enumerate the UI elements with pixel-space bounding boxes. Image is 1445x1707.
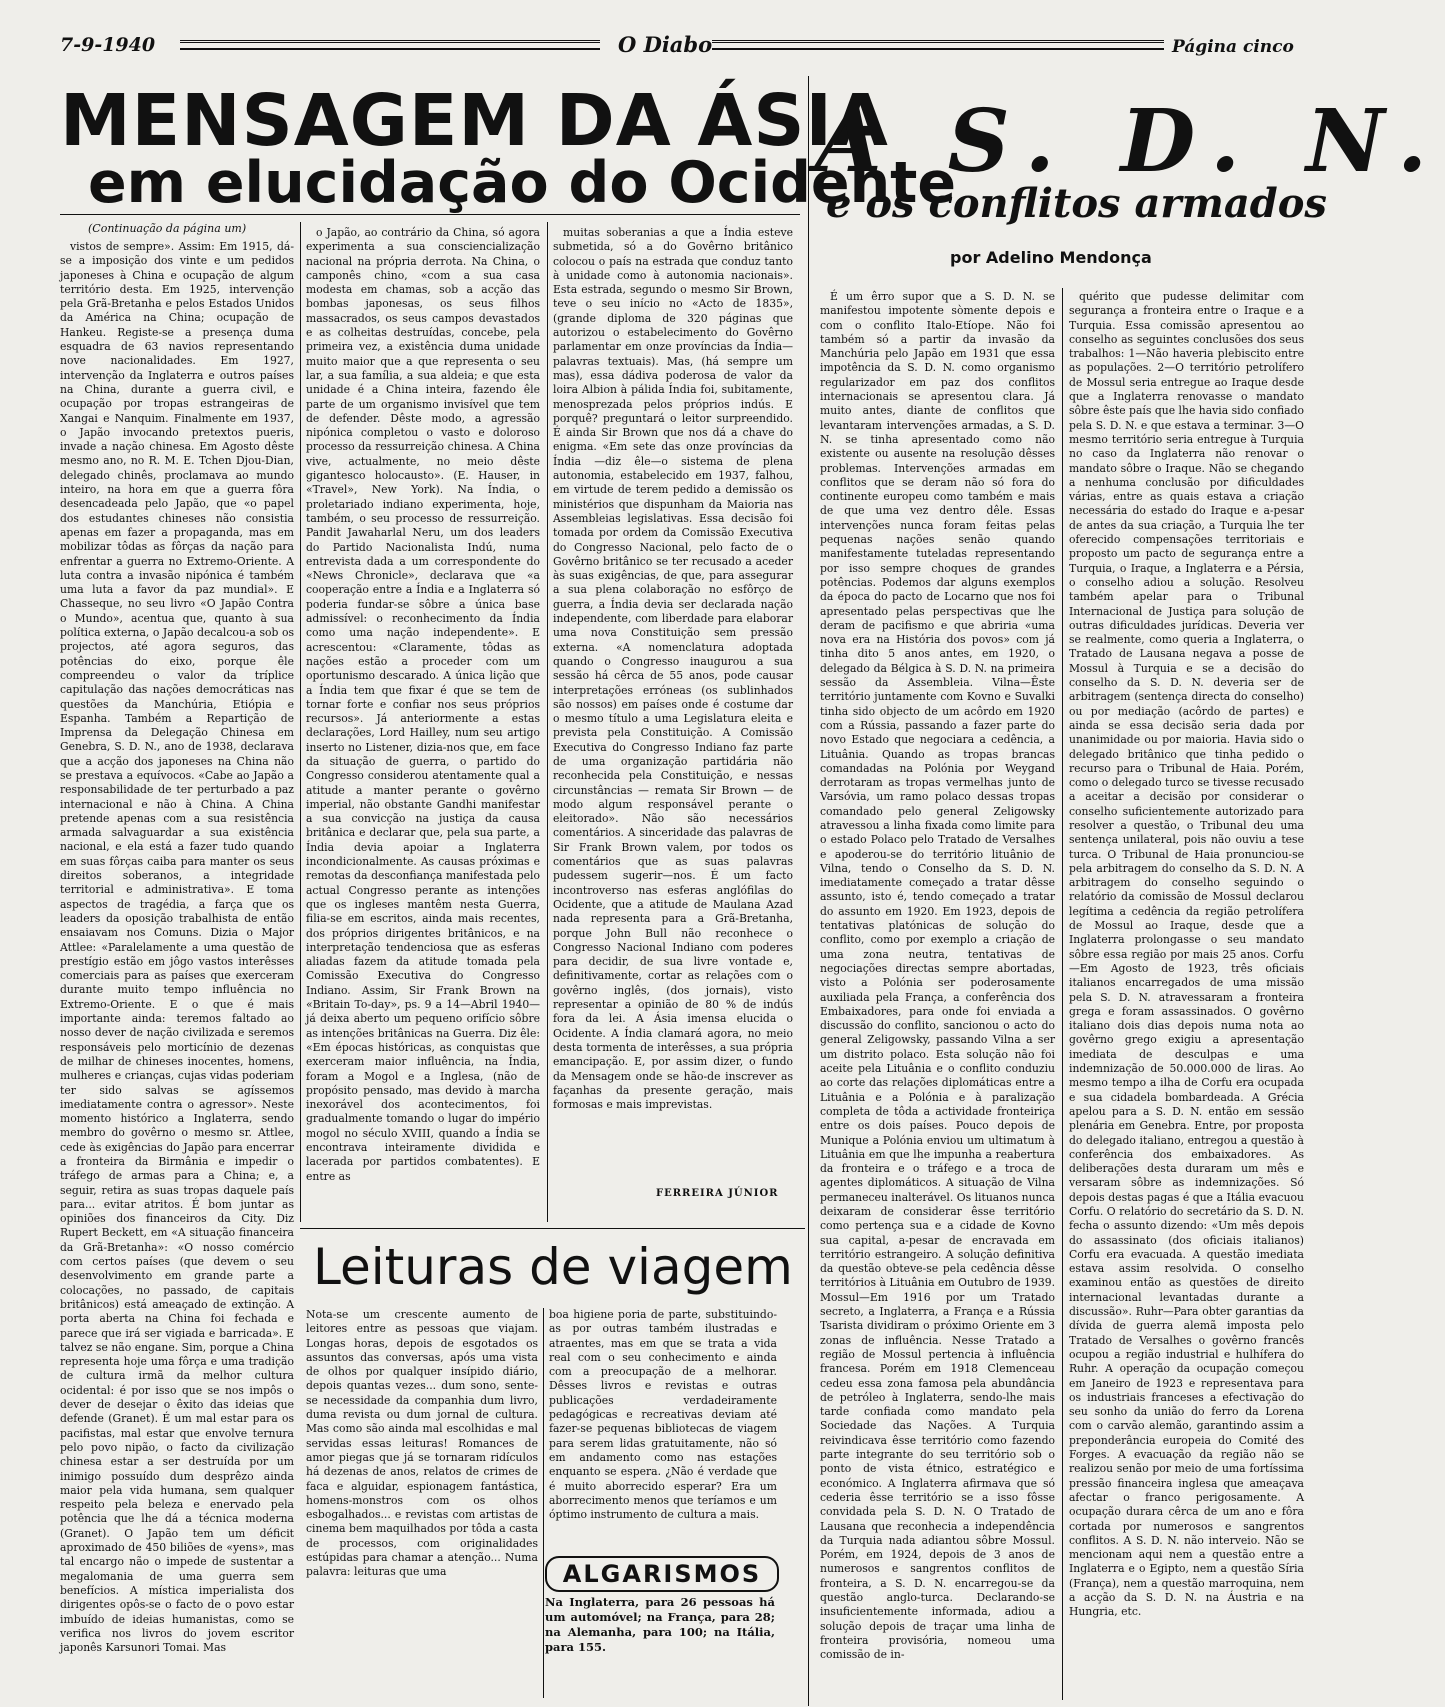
col-divider-1: [300, 222, 301, 1222]
continuation-note: (Continuação da página um): [88, 222, 247, 235]
article-col-2: [306, 226, 540, 1221]
leituras-col-2-text: boa higiene poria de parte, substituindo-as por outras também ilustradas e atraentes, mas em que se trata a vida real com o seu conhecimento e ainda com a preocupação de a melhorar. Dêsses livros e revistas e outras publicações verdadeiramente pedagógicas e recreativas deviam até fazer-se pequenas bibliotecas de viagem para serem lidas gratuitamente, não só em andamento como nas estações enquanto se espera. ¿Não é verdade que é muito aborrecido esperar? Era um aborrecimento menos que teríamos e um óptimo instrumento de cultura a mais.: [549, 1308, 777, 1522]
header-rule-right: [712, 40, 1164, 43]
leituras-rule: [300, 1228, 805, 1229]
algarismos-title: ALGARISMOS: [545, 1556, 779, 1592]
col-divider-2: [547, 222, 548, 1222]
leituras-col-1-text: Nota-se um crescente aumento de leitores entre as pessoas que viajam. Longas horas, depois de esgotados os assuntos das conversas, após uma vista de olhos por qualquer insípido diário, depois quantas vezes... dum sono, sente-se necessidade da companhia dum livro, duma revista ou dum jornal de cultura. Mas como são ainda mal escolhidas e mal servidas essas leituras! Romances de amor piegas que já se tornaram ridículos há dezenas de anos, relatos de crimes de faca e alguidar, espionagem fantástica, homens-monstros com os olhos esbogalhados... e revistas com artistas de cinema bem maquilhados por tôda a casta de processos, com originalidades estúpidas para chamar a atenção... Numa palavra: leituras que uma: [306, 1308, 538, 1579]
asdn-col-1-text: É um êrro supor que a S. D. N. se manifestou impotente sòmente depois e com o conflito Italo-Etíope. Não foi também só a partir da invasão da Manchúria pelo Japão em 1931 que essa impotência da S. D. N. como organismo regularizador em paz dos conflitos internacionais se apresentou clara. Já muito antes, diante de conflitos que levantaram intervenções armadas, a S. D. N. se tinha apresentado como não existente ou ausente na resolução dêsses problemas. Intervenções armadas em conflitos que se deram não só fora do continente europeu como também e mais de que uma vez dentro dêle. Essas intervenções nunca foram feitas pelas pequenas nações senão quando manifestamente tuteladas representando por isso sempre choques de grandes potências. Podemos dar alguns exemplos da época do pacto de Locarno que nos foi apresentado pelas perspectivas que lhe deram de pacifismo e que abriria «uma nova era na História dos povos» com já tinha dito 5 anos antes, em 1920, o delegado da Bélgica à S. D. N. na primeira sessão da Assembleia. Vilna—Êste território juntamente com Kovno e Suvalki tinha sido objecto de um acôrdo em 1920 com a Rússia, passando a fazer parte do novo Estado que negociara a cedência, a Lituânia. Quando as tropas brancas comandadas na Polónia por Weygand derrotaram as tropas vermelhas junto de Varsóvia, um ramo polaco dessas tropas comandado pelo general Zeligowsky atravessou a linha fixada como limite para o estado Polaco pelo Tratado de Versalhes e apoderou-se do território lituânio de Vilna, tendo o Conselho da S. D. N. imediatamente começado a tratar dêsse assunto, isto é, tendo começado a tratar do assunto em 1920. Em 1923, depois de tentativas platónicas de solução do conflito, como por exemplo a criação de uma zona neutra, tentativas de negociações directas sempre abortadas, visto a Polónia ser poderosamente auxiliada pela França, a conferência dos Embaixadores, para onde foi enviada a discussão do conflito, sancionou o acto do general Zeligowsky, passando Vilna a ser um distrito polaco. Esta solução não foi aceite pela Lituânia e o conflito conduziu ao corte das relações diplomáticas entre a Lituânia e a Polónia e à paralização completa de tôda a actividade fronteiriça entre os dois países. Pouco depois de Munique a Polónia enviou um ultimatum à Lituânia em que lhe impunha a reabertura da fronteira e o tráfego e a troca de agentes diplomáticos. A situação de Vilna permaneceu inalterável. Os lituanos nunca deixaram de considerar êsse território como pertença sua e a cidade de Kovno sua capital, a-pesar de encravada em território estrangeiro. A solução definitiva da questão obteve-se pela cedência dêsse territórios à Lituânia em Outubro de 1939. Mossul—Em 1916 por um Tratado secreto, a Inglaterra, a França e a Rússia Tsarista dividiram o próximo Oriente em 3 zonas de influência. Nesse Tratado a região de Mossul pertencia à influência francesa. Porém em 1918 Clemenceau cedeu essa zona famosa pela abundância de petróleo à Inglaterra, sendo-lhe mais tarde confiada como mandato pela Sociedade das Nações. A Turquia reivindicava êsse território como fazendo parte integrante do seu território sob o ponto de vista étnico, estratégico e económico. A Inglaterra afirmava que só cederia êsse território se a isso fôsse convidada pela S. D. N. O Tratado de Lausana que reconhecia a independência da Turquia nada adiantou sôbre Mossul. Porém, em 1924, depois de 3 anos de numerosos e sangrentos conflitos de fronteira, a S. D. N. encarregou-se da questão anglo-turca. Declarando-se insuficientemente informada, adiou a solução depois de traçar uma linha de fronteira provisória, nomeou uma comissão de in-: [820, 290, 1055, 1662]
header-rule-left-2: [180, 48, 600, 50]
masthead: O Diabo: [618, 32, 713, 57]
page-number: Página cinco: [1172, 37, 1294, 57]
header-rule-right-2: [712, 48, 1164, 50]
headline-rule: [60, 214, 800, 215]
asdn-col-2: [1069, 290, 1304, 1700]
algarismos-text: Na Inglaterra, para 26 pessoas há um automóvel; na França, para 28; na Alemanha, para 100; na Itália, para 155.: [545, 1595, 775, 1654]
asdn-col-2-text: quérito que pudesse delimitar com segurança a fronteira entre o Iraque e a Turquia. Essa comissão apresentou ao conselho as seguintes conclusões dos seus trabalhos: 1—Não haveria plebiscito entre as populações. 2—O território petrolífero de Mossul seria entregue ao Iraque desde que a Inglaterra renovasse o mandato sôbre êste país que lhe havia sido confiado pela S. D. N. e que estava a terminar. 3—O mesmo território seria entregue à Turquia no caso da Inglaterra não renovar o mandato sôbre o Iraque. Não se chegando a nenhuma conclusão por dificuldades várias, entre as quais estava a criação necessária do estado do Iraque e a-pesar de antes da sua criação, a Turquia lhe ter oferecido compensações territoriais e proposto um pacto de segurança entre a Turquia, o Iraque, a Inglaterra e a Pérsia, o conselho adiou a solução. Resolveu também apelar para o Tribunal Internacional de Justiça para solução de outras dificuldades jurídicas. Deveria ver se realmente, como queria a Inglaterra, o Tratado de Lausana negava a posse de Mossul à Turquia e se a decisão do conselho da S. D. N. deveria ser de arbitragem (sentença directa do conselho) ou por mediação (acôrdo de partes) e ainda se essa decisão seria dada por unanimidade ou por maioria. Havia sido o delegado britânico que tinha pedido o recurso para o Tribunal de Haia. Porém, como o delegado turco se tivesse recusado a aceitar a decisão por considerar o conselho suficientemente autorizado para resolver a questão, o Tribunal deu uma sentença unilateral, pois não ouviu a tese turca. O Tribunal de Haia pronunciou-se pela arbitragem do conselho da S. D. N. A arbitragem do conselho seguindo o relatório da comissão de Mossul declarou legítima a cedência da região petrolífera de Mossul ao Iraque, desde que a Inglaterra prolongasse o seu mandato sôbre essa região por mais 25 anos. Corfu—Em Agosto de 1923, três oficiais italianos encarregados de uma missão pela S. D. N. atravessaram a fronteira grega e foram assassinados. O govêrno italiano dois dias depois numa nota ao govêrno grego exigiu a apresentação imediata de desculpas e uma indemnização de 50.000.000 de liras. Ao mesmo tempo a ilha de Corfu era ocupada e sua cidadela bombardeada. A Grécia apelou para a S. D. N. então em sessão plenária em Genebra. Entre, por proposta do delegado italiano, entregou a questão à conferência dos embaixadores. As deliberações desta duraram um mês e versaram sôbre as indemnizações. Só depois destas pagas é que a Itália evacuou Corfu. O relatório do secretário da S. D. N. fecha o assunto dizendo: «Um mês depois do assassinato (dos oficiais italianos) Corfu era evacuada. A questão imediata estava assim resolvida. O conselho examinou então as questões de direito internacional levantadas durante a discussão». Ruhr—Para obter garantias da dívida de guerra alemã imposta pelo Tratado de Versalhes o govêrno francês ocupou a região industrial e hulhífera do Ruhr. A operação da ocupação começou em Janeiro de 1923 e representava para os industriais franceses a efectivação do seu sonho da união do ferro da Lorena com o carvão alemão, garantindo assim a preponderância europeia do Comité des Forges. A evacuação da região não se realizou senão por meio de uma fortíssima pressão financeira inglesa que ameaçava afectar o franco perigosamente. A ocupação durara cêrca de um ano e fôra cortada por numerosos e sangrentos conflitos. A S. D. N. não interveio. Não se mencionam aqui nem a questão entre a Inglaterra e o Egipto, nem a questão Síria (França), nem a questão marroquina, nem a acção da S. D. N. na Áustria e na Hungria, etc.: [1069, 290, 1304, 1619]
headline-conflitos: e os conflitos armados: [826, 180, 1327, 227]
leituras-divider: [543, 1308, 544, 1698]
article-col-2-text: o Japão, ao contrário da China, só agora experimenta a sua consciencialização nacional na própria derrota. Na China, o camponês chino, «com a sua casa modesta em chamas, sob a acção das bombas japonesas, os seus filhos massacrados, os seus campos devastados e as colheitas destruídas, concebe, pela primeira vez, a existência duma unidade muito maior que a que representa o seu lar, a sua família, a sua aldeia; e que esta unidade é a China inteira, fazendo êle parte de um organismo invisível que tem de defender. Dêste modo, a agressão nipónica completou o vasto e doloroso processo da ressurreição chinesa. A China vive, actualmente, no meio dêste gigantesco holocausto». (E. Hauser, in «Travel», New York). Na Índia, o proletariado indiano experimenta, hoje, também, o seu processo de ressurreição. Pandit Jawaharlal Neru, um dos leaders do Partido Nacionalista Indú, numa entrevista dada a um correspondente do «News Chronicle», declarava que «a cooperação entre a Índia e a Inglaterra só poderia fundar-se sôbre a única base admissível: o reconhecimento da Índia como uma nação independente». E acrescentou: «Claramente, tôdas as nações estão a proceder com um oportunismo descarado. A única lição que a Índia tem que fixar é que se tem de tornar forte e confiar nos seus próprios recursos». Já anteriormente a estas declarações, Lord Hailley, num seu artigo inserto no Listener, dizia-nos que, em face da situação de guerra, o partido do Congresso considerou atentamente qual a atitude a manter perante o govêrno imperial, não obstante Gandhi manifestar a sua convicção na justiça da causa britânica e declarar que, pela sua parte, a Índia devia apoiar a Inglaterra incondicionalmente. As causas próximas e remotas da desconfiança manifestada pelo actual Congresso perante as intenções que os ingleses mantêm nesta Guerra, filia-se em escritos, ainda mais recentes, dos próprios dirigentes britânicos, e na interpretação tendenciosa que as esferas aliadas fazem da atitude tomada pela Comissão Executiva do Congresso Indiano. Assim, Sir Frank Brown na «Britain To-day», ps. 9 a 14—Abril 1940—já deixa aberto um pequeno orifício sôbre as intenções britânicas na Guerra. Diz êle: «Em épocas históricas, as conquistas que exerceram maior influência, na Índia, foram a Mogol e a Inglesa, (não de propósito pensado, mas devido à marcha inexorável dos acontecimentos, foi gradualmente tomando o lugar do império mogol no século XVIII, quando a Índia se encontrava inteiramente dividida e lacerada por partidos combatentes). E entre as: [306, 226, 540, 1183]
article-col-3: [553, 226, 793, 1186]
headline-asdn: A S. D. N.: [815, 91, 1445, 192]
byline: por Adelino Mendonça: [950, 248, 1152, 267]
article-col-1-text: vistos de sempre». Assim: Em 1915, dá-se a imposição dos vinte e um pedidos japoneses à China e ocupação de algum território desta. Em 1925, intervenção pela Grã-Bretanha e pelos Estados Unidos da América na China; ocupação de Hankeu. Registe-se a presença duma esquadra de 63 navios representando nove nacionalidades. Em 1927, intervenção da Inglaterra e outros países na China, durante a guerra civil, e ocupação por tropas estrangeiras de Xangai e Nanquim. Finalmente em 1937, o Japão invocando pretextos pueris, invade a nação chinesa. Em Agosto dêste mesmo ano, no R. M. E. Tchen Djou-Dian, delegado chinês, proclamava ao mundo inteiro, na hora em que a guerra fôra desencadeada pelo Japão, que «o papel dos estudantes chineses não consistia apenas em fazer a propaganda, mas em mobilizar tôdas as fôrças da nação para enfrentar a guerra no Extremo-Oriente. A luta contra a invasão nipónica é também uma luta a favor da paz mundial». E Chasseque, no seu livro «O Japão Contra o Mundo», acentua que, quanto à sua política externa, o Japão decalcou-a sob os projectos, até agora seguros, das potências do eixo, porque êle compreendeu o valor da tríplice capitulação das nações democráticas nas questões da Manchúria, Etiópia e Espanha. Também a Repartição de Imprensa da Delegação Chinesa em Genebra, S. D. N., ano de 1938, declarava que a acção dos japoneses na China não se prestava a equívocos. «Cabe ao Japão a responsabilidade de ter perturbado a paz internacional e não à China. A China pretende apenas com a sua resistência armada salvaguardar a sua existência nacional, e ela está a fazer tudo quando em suas fôrças caiba para manter os seus direitos soberanos, a integridade territorial e administrativa». E toma aspectos de tragédia, a farça que os leaders da oposição trabalhista de então ensaiavam nos Comuns. Dizia o Major Attlee: «Paralelamente a uma questão de prestígio estão em jôgo vastos interêsses comerciais para as países que exerceram durante muito tempo influência no Extremo-Oriente. E o que é mais importante ainda: teremos faltado ao nosso dever de nação civilizada e seremos responsáveis pelo morticínio de dezenas de milhar de chineses inocentes, homens, mulheres e crianças, cujas vidas poderiam ter sido salvas se agíssemos imediatamente contra o agressor». Neste momento histórico a Inglaterra, sendo membro do govêrno o mesmo sr. Attlee, cede às exigências do Japão para encerrar a fronteira da Birmânia e impedir o tráfego de armas para a China; e, a seguir, retira as suas tropas daquele país para... evitar atritos. É bom juntar as opiniões dos financeiros da City. Diz Rupert Beckett, em «A situação financeira da Grã-Bretanha»: «O nosso comércio com certos países (que devem o seu desenvolvimento em grande parte a colocações, no passado, de capitais britânicos) está ameaçado de extinção. A porta aberta na China foi fechada e parece que irá ser vigiada e barricada». E talvez se não engane. Sim, porque a China representa hoje uma fôrça e uma tradição de cultura irmã da melhor cultura ocidental: é por isso que se nos impôs o dever de desejar o êxito das ideias que defende (Granet). É um mal estar para os pacifistas, mal estar que envolve ternura pelo povo nipão, o facto da civilização chinesa estar a ser destruída por um inimigo possuído dum desprêzo ainda maior pela vida humana, sem qualquer respeito pela beleza e enervado pela potência que lhe dá a técnica moderna (Granet). O Japão tem um déficit aproximado de 450 biliões de «yens», mas tal encargo não o impede de sustentar a megalomania de uma guerra sem benefícios. A mística imperialista dos dirigentes opôs-se o facto de o povo estar imbuído de ideias humanistas, como se verifica nos livros do jovem escritor japonês Karsunori Tomai. Mas: [60, 240, 294, 1655]
headline-main: MENSAGEM DA ÁSIA: [60, 79, 889, 162]
author-signature: FERREIRA JÚNIOR: [656, 1188, 779, 1199]
header-rule-left: [180, 40, 600, 43]
leituras-title: Leituras de viagem: [313, 1238, 793, 1296]
section-divider: [808, 76, 809, 1706]
leituras-col-2: [549, 1308, 777, 1548]
asdn-col-1: [820, 290, 1055, 1700]
article-col-1: [60, 240, 294, 1700]
leituras-col-1: [306, 1308, 538, 1700]
asdn-col-divider: [1062, 288, 1063, 1700]
article-col-3-text: muitas soberanias a que a Índia esteve submetida, só a do Govêrno britânico colocou o país na estrada que conduz tanto à unidade como à autonomia nacionais». Esta estrada, segundo o mesmo Sir Brown, teve o seu início no «Acto de 1835», (grande diploma de 320 páginas que autorizou o estabelecimento do Govêrno parlamentar em onze províncias da Índia—palavras textuais). Mas, (há sempre um mas), essa dádiva poderosa de valor da loira Albion à pálida Índia foi, subitamente, menosprezada pelos próprios indús. E porquê? preguntará o leitor surpreendido. É ainda Sir Brown que nos dá a chave do enigma. «Em sete das onze províncias da Índia —diz êle—o sistema de plena autonomia, estabelecido em 1937, falhou, em virtude de terem pedido a demissão os ministérios que dispunham da Maioria nas Assembleias legislativas. Essa decisão foi tomada por ordem da Comissão Executiva do Congresso Nacional, pelo facto de o Govêrno britânico se ter recusado a aceder às suas exigências, de que, para assegurar a sua plena colaboração no esfôrço de guerra, a Índia devia ser declarada nação independente, com liberdade para elaborar uma nova Constituição sem pressão externa. «A nomenclatura adoptada quando o Congresso inaugurou a sua sessão há cêrca de 55 anos, pode causar interpretações erróneas (os sublinhados são nossos) em países onde é costume dar o mesmo título a uma Legislatura eleita e prevista pela Constituição. A Comissão Executiva do Congresso Indiano faz parte de uma organização partidária não reconhecida pela Constituição, e nessas circunstâncias — remata Sir Brown — de modo algum responsável perante o eleitorado». Não são necessários comentários. A sinceridade das palavras de Sir Frank Brown valem, por todos os comentários que as suas palavras pudessem sugerir—nos. É um facto incontroverso nas esferas anglófilas do Ocidente, que a atitude de Maulana Azad nada representa para a Grã-Bretanha, porque John Bull não reconhece o Congresso Nacional Indiano com poderes para decidir, de sua livre vontade e, definitivamente, cortar as relações com o govêrno inglês, (dos jornais), visto representar a opinião de 80 % de indús fora da lei. A Ásia imensa elucida o Ocidente. A Índia clamará agora, no meio desta tormenta de interêsses, a sua própria emancipação. E, por assim dizer, o fundo da Mensagem onde se hão-de inscrever as façanhas da presente geração, mais formosas e mais imprevistas.: [553, 226, 793, 1112]
issue-date: 7-9-1940: [60, 34, 156, 56]
headline-sub: em elucidação do Ocidente: [88, 150, 957, 216]
